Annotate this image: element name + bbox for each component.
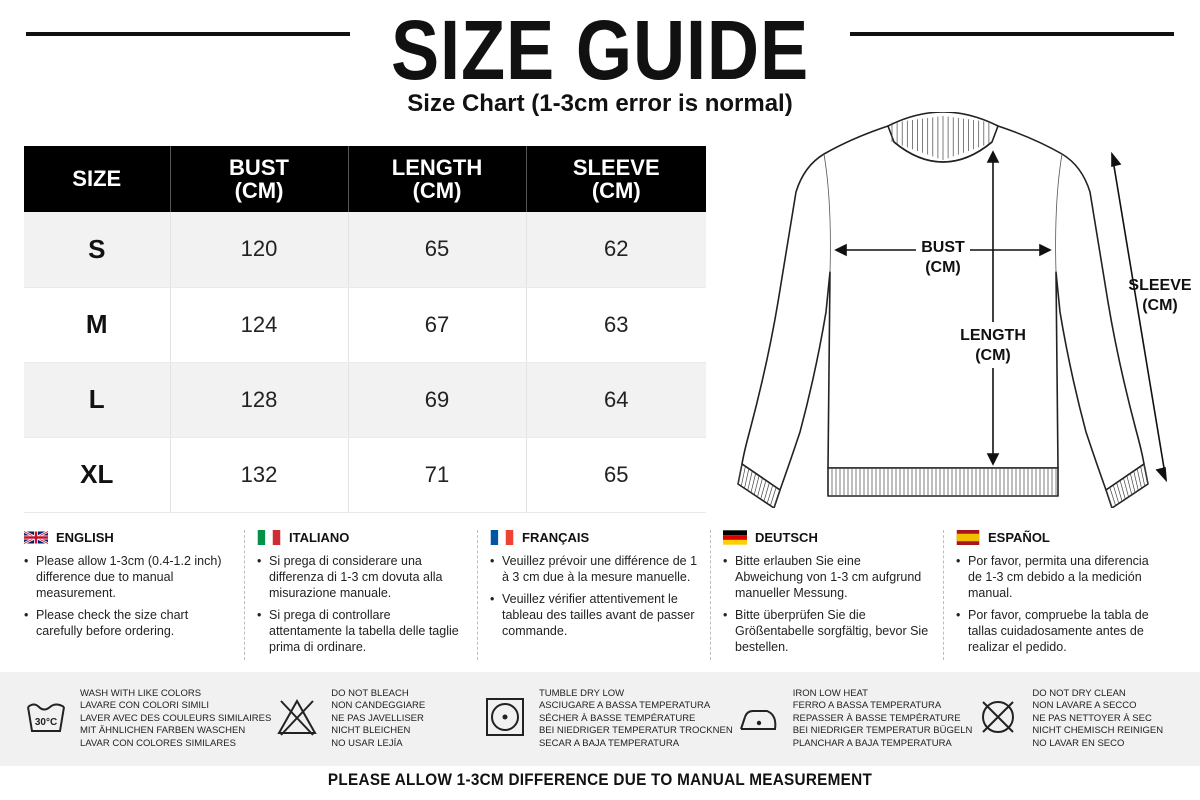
care-line: BEI NIEDRIGER TEMPERATUR BÜGELN [792, 725, 973, 737]
care-line: SECAR A BAJA TEMPERATURA [538, 737, 680, 749]
header-length-label: LENGTH [391, 154, 483, 180]
sleeve-unit: (CM) [1142, 297, 1178, 314]
language-bullet: • Por favor, permita una diferencia de 1-3 cm debido a la medición manual. [956, 553, 1164, 601]
care-line: NON CANDEGGIARE [331, 700, 426, 712]
header-length [348, 146, 526, 212]
language-column [24, 530, 245, 660]
sleeve-label: SLEEVE [1128, 277, 1192, 294]
language-bullet: • Please allow 1-3cm (0.4-1.2 inch) difference due to manual measurement. [24, 553, 232, 601]
iron-low-heat-icon [737, 695, 781, 744]
language-name: ENGLISH [56, 530, 114, 545]
sleeve-cell: 63 [526, 287, 706, 362]
care-line: NICHT BLEICHEN [331, 725, 411, 737]
language-name: ESPAÑOL [988, 530, 1050, 545]
language-column [478, 530, 711, 660]
language-header [956, 530, 1164, 545]
care-line: BEI NIEDRIGER TEMPERATUR TROCKNEN [538, 725, 733, 737]
language-bullets [956, 553, 1164, 655]
length-cell: 67 [348, 287, 526, 362]
size-chart-table [24, 146, 706, 513]
language-bullets [723, 553, 931, 655]
care-line: WASH WITH LIKE COLORS [80, 687, 202, 699]
care-text [539, 688, 733, 751]
sweater-body [742, 126, 1144, 490]
language-bullet: • Bitte überprüfen Sie die Größentabelle sorgfältig, bevor Sie bestellen. [723, 607, 931, 655]
bust-label: BUST [921, 239, 965, 256]
language-notes [24, 530, 1176, 660]
language-bullet: • Veuillez prévoir une différence de 1 à 3 cm due à la mesure manuelle. [490, 553, 698, 585]
language-name: FRANÇAIS [522, 530, 590, 545]
page-title: SIZE GUIDE [390, 3, 810, 97]
bust-unit: (CM) [925, 259, 961, 276]
table-row [24, 437, 706, 512]
header-bust-unit: (CM) [234, 178, 284, 203]
tumble-dry-low-icon [483, 695, 527, 744]
sweater-diagram [720, 112, 1196, 508]
care-line: SÉCHER À BASSE TEMPÉRATURE [538, 712, 696, 724]
bust-cell: 132 [170, 437, 348, 512]
care-item [733, 672, 973, 766]
care-line: LAVER AVEC DES COULEURS SIMILAIRES [80, 712, 272, 724]
care-item [972, 672, 1180, 766]
care-line: LAVARE CON COLORI SIMILI [80, 700, 209, 712]
language-bullets [490, 553, 698, 639]
language-header [490, 530, 698, 545]
language-header [723, 530, 931, 545]
care-instructions [0, 672, 1200, 766]
care-line: ASCIUGARE A BASSA TEMPERATURA [538, 700, 711, 712]
care-item [271, 672, 479, 766]
language-column [944, 530, 1176, 660]
page-subtitle: Size Chart (1-3cm error is normal) [407, 90, 793, 117]
sleeve-cell: 65 [526, 437, 706, 512]
language-bullet: • Por favor, compruebe la tabla de tallas cuidadosamente antes de realizar el pedido. [956, 607, 1164, 655]
footer-note: PLEASE ALLOW 1-3CM DIFFERENCE DUE TO MANUAL MEASUREMENT [327, 770, 873, 789]
table-row [24, 362, 706, 437]
sweater-hem [828, 468, 1058, 496]
care-line: NICHT CHEMISCH REINIGEN [1032, 725, 1164, 737]
care-item [20, 672, 271, 766]
language-bullet: • Si prega di considerare una differenza di 1-3 cm dovuta alla misurazione manuale. [257, 553, 465, 601]
care-line: NE PAS NETTOYER À SEC [1032, 712, 1152, 724]
no-bleach-icon [275, 695, 319, 744]
header-size-label: SIZE [72, 166, 122, 192]
language-column [245, 530, 478, 660]
language-bullets [24, 553, 232, 639]
length-cell: 65 [348, 212, 526, 287]
care-line: NO USAR LEJÍA [331, 737, 403, 749]
care-item [479, 672, 733, 766]
length-label: LENGTH [960, 327, 1026, 344]
sleeve-cell: 64 [526, 362, 706, 437]
care-line: DO NOT BLEACH [331, 687, 409, 699]
size-cell: S [24, 212, 170, 287]
table-row [24, 212, 706, 287]
size-cell: M [24, 287, 170, 362]
header-bust [170, 146, 348, 212]
header-sleeve-unit: (CM) [591, 178, 641, 203]
svg-text:30°C: 30°C [34, 716, 58, 728]
language-name: ITALIANO [289, 530, 350, 545]
length-cell: 69 [348, 362, 526, 437]
sleeve-cell: 62 [526, 212, 706, 287]
language-bullet: • Bitte erlauben Sie eine Abweichung von 1-3 cm aufgrund manueller Messung. [723, 553, 931, 601]
care-line: LAVAR CON COLORES SIMILARES [80, 737, 236, 749]
size-cell: L [24, 362, 170, 437]
length-cell: 71 [348, 437, 526, 512]
italy-flag-icon [257, 530, 281, 545]
care-text [1032, 688, 1163, 751]
language-column [711, 530, 944, 660]
language-bullet: • Veuillez vérifier attentivement le tableau des tailles avant de passer commande. [490, 591, 698, 639]
care-line: TUMBLE DRY LOW [538, 687, 625, 699]
care-line: DO NOT DRY CLEAN [1032, 687, 1126, 699]
bust-cell: 120 [170, 212, 348, 287]
language-header [257, 530, 465, 545]
care-line: FERRO A BASSA TEMPERATURA [792, 700, 942, 712]
care-line: NON LAVARE A SECCO [1032, 700, 1137, 712]
bust-cell: 128 [170, 362, 348, 437]
care-line: NO LAVAR EN SECO [1032, 737, 1125, 749]
header-length-unit: (CM) [412, 178, 462, 203]
table-header-row [24, 146, 706, 212]
bust-cell: 124 [170, 287, 348, 362]
care-line: MIT ÄHNLICHEN FARBEN WASCHEN [80, 725, 246, 737]
size-cell: XL [24, 437, 170, 512]
header-sleeve [526, 146, 706, 212]
language-bullet: • Si prega di controllare attentamente la tabella delle taglie prima di ordinare. [257, 607, 465, 655]
care-line: REPASSER À BASSE TEMPÉRATURE [792, 712, 961, 724]
germany-flag-icon [723, 530, 747, 545]
header-bust-label: BUST [229, 154, 289, 180]
table-row [24, 287, 706, 362]
language-bullets [257, 553, 465, 655]
length-unit: (CM) [975, 347, 1011, 364]
language-name: DEUTSCH [755, 530, 818, 545]
header-sleeve-label: SLEEVE [572, 154, 660, 180]
care-line: IRON LOW HEAT [792, 687, 868, 699]
no-dry-clean-icon [976, 695, 1020, 744]
care-text [331, 688, 425, 751]
care-text [80, 688, 271, 751]
care-line: NE PAS JAVELLISER [331, 712, 424, 724]
header-size [24, 146, 170, 212]
uk-flag-icon [24, 530, 48, 545]
language-bullet: • Please check the size chart carefully before ordering. [24, 607, 232, 639]
france-flag-icon [490, 530, 514, 545]
spain-flag-icon [956, 530, 980, 545]
wash-30c-icon [24, 695, 68, 744]
care-text [793, 688, 973, 751]
care-line: PLANCHAR A BAJA TEMPERATURA [792, 737, 952, 749]
language-header [24, 530, 232, 545]
